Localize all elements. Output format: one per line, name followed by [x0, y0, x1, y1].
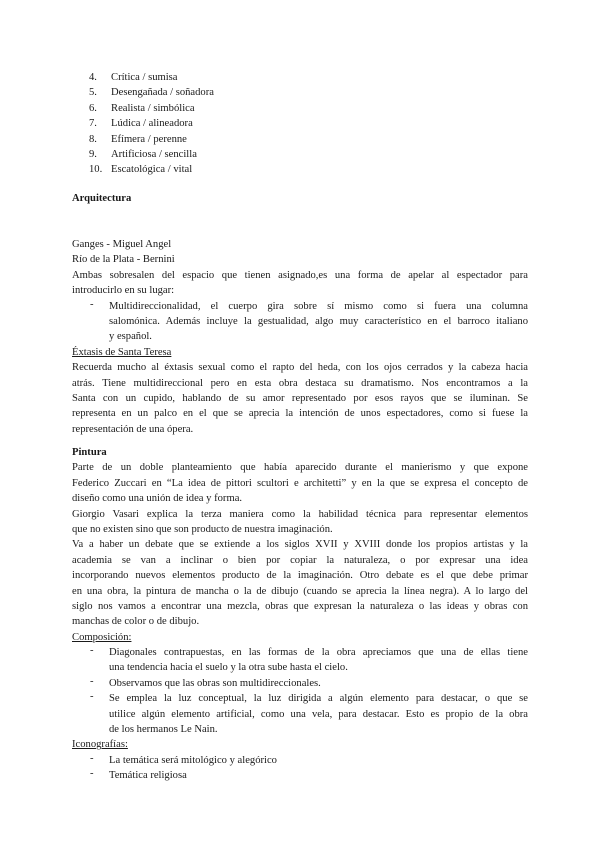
bullet-item: - Observamos que las obras son multidireccionales.	[90, 675, 321, 689]
bullet-item: - Se emplea la luz conceptual, la luz dirigida a algún elemento para destacar, o que se utilice algún elemento artificial, como una vela, para destacar. Esto es propio de la obra de los hermanos Le Nain.	[90, 691, 528, 736]
paragraph-line: en una obra, la pintura de mancha o la de dibujo (cuando se aprecia la línea negra). A lo largo del	[72, 585, 528, 597]
paragraph-line: representa en un palco en el que se aprecia la intención de unos espectadores, como si fuese la	[72, 408, 528, 420]
paragraph-line: representación de una ópera.	[72, 423, 194, 435]
paragraph-line: Giorgio Vasari explica la terza maniera como la habilidad técnica para representar elementos	[72, 508, 528, 520]
paragraph-line: Federico Zuccari en “La idea de pittori scultori e architetti” y en la que se expresa el concepto de	[72, 477, 528, 489]
bullet-item: - Diagonales contrapuestas, en las formas de la obra apreciamos que una de ellas tiene una tendencia hacia el suelo y la otra sube hasta el cielo.	[90, 645, 528, 674]
list-item: 9. Artificiosa / sencilla	[89, 148, 197, 160]
list-item: 5. Desengañada / soñadora	[89, 87, 214, 99]
paragraph-line: Va a haber un debate que se extiende a los siglos XVII y XVIII donde los propios artistas y la	[72, 539, 528, 551]
list-item: 7. Lúdica / alineadora	[89, 118, 193, 130]
bullet-item: - Temática religiosa	[90, 768, 187, 782]
paragraph-line: diseño como una unión de idea y forma.	[72, 493, 243, 505]
paragraph-line: siglo nos vamos a encontrar una mezcla, obras que expresan la naturaleza o las ideas y obras con	[72, 600, 528, 612]
rio-line: Río de la Plata - Bernini	[72, 254, 175, 266]
pintura-heading: Pintura	[72, 447, 107, 458]
paragraph-line: manchas de color o de dibujo.	[72, 616, 200, 628]
paragraph-line: Santa con un cupido, hablando de su amor representado por esos rayos que se iluminan. Se	[72, 392, 528, 404]
extasis-subheading: Éxtasis de Santa Teresa	[72, 346, 172, 358]
paragraph-line: Ambas sobresalen del espacio que tienen asignado,es una forma de apelar al espectador para	[72, 269, 528, 281]
bullet-item: - La temática será mitológico y alegórico	[90, 752, 277, 766]
paragraph-line: introducirlo en su lugar:	[72, 285, 175, 297]
arquitectura-heading: Arquitectura	[72, 193, 132, 204]
list-item: 4. Crítica / sumisa	[89, 72, 178, 83]
paragraph-line: academia se van a inclinar o bien por copiar la naturaleza, o por expresar una idea	[72, 554, 528, 566]
arquitectura-section	[72, 237, 528, 437]
list-item: 8. Efímera / perenne	[89, 133, 187, 145]
composicion-subheading: Composición:	[72, 631, 132, 643]
paragraph-line: que no existen sino que son producto de nuestra imaginación.	[72, 523, 333, 535]
bullet-item: - Multidireccionalidad, el cuerpo gira sobre sí mismo como si fuera una columna salomónica. Además incluye la gestualidad, algo muy característico en el barroco italiano y español.	[90, 298, 528, 343]
list-item: 6. Realista / simbólica	[89, 102, 195, 114]
pintura-section	[72, 445, 528, 784]
list-item: 10. Escatológica / vital	[89, 164, 193, 176]
paragraph-line: atrás. Tiene multidireccional pero en esta obra destaca su dramatismo. Nos encontramos a la	[72, 377, 528, 389]
numbered-list	[89, 70, 214, 178]
paragraph-line: incorporando nuevos elementos producto de la imaginación. Otro debate es el que debe primar	[72, 570, 528, 582]
iconografias-subheading: Iconografías:	[72, 739, 128, 751]
paragraph-line: Parte de un doble planteamiento que había aparecido durante el manierismo y que expone	[72, 462, 528, 474]
ganges-line: Ganges - Miguel Angel	[72, 239, 172, 250]
paragraph-line: Recuerda mucho al éxtasis sexual como el rapto del heda, con los ojos cerrados y la cabeza hacia	[72, 362, 528, 374]
